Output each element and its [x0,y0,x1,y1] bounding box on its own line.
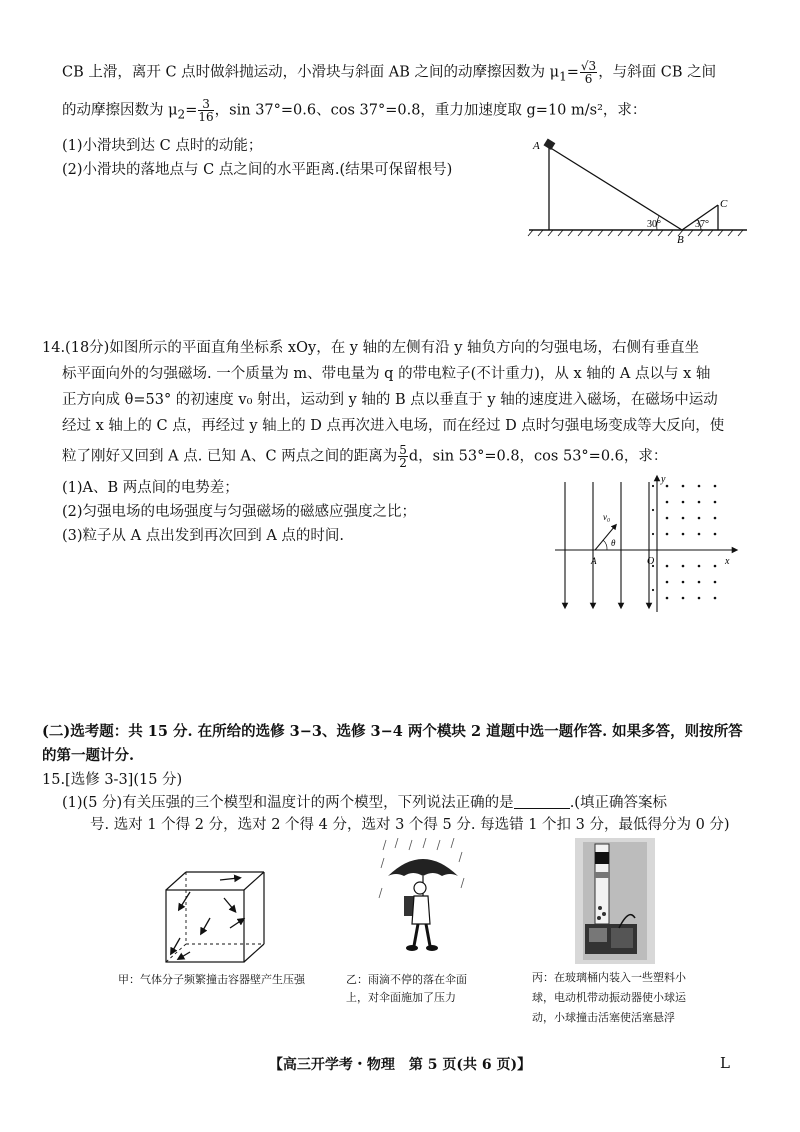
cylinder-figure [575,838,655,964]
caption-bing-3: 动，小球撞击活塞使活塞悬浮 [532,1011,675,1024]
section2-line1: (二)选考题：共 15 分. 在所给的选修 3−3、选修 3−4 两个模块 2 道题中选一题作答. 如果多答，则按所答 [42,723,743,740]
distance-fraction: $\frac{5}{2}$ [399,443,407,470]
label-a: A [533,140,540,152]
q15-title: 15.[选修 3-3](15 分) [42,772,183,788]
q13-sub2: (2)小滑块的落地点与 C 点之间的水平距离.(结果可保留根号) [62,162,453,178]
caption-bing-2: 球，电动机带动振动器使小球运 [532,991,686,1004]
caption-jia: 甲：气体分子频繁撞击容器壁产生压强 [118,973,305,986]
v0-label: v₀ [603,512,611,522]
section2-line2: 的第一题计分. [42,747,135,764]
label-b: B [677,234,684,245]
field-figure [555,470,745,618]
incline-figure [525,135,750,245]
q13-line1: CB 上滑，离开 C 点时做斜抛运动，小滑块与斜面 AB 之间的动摩擦因数为 $\mu_1=$ $\frac{√3}{6}$ ，与斜面 CB 之间 [62,59,717,86]
block-icon [543,138,555,150]
q15-line1: (1)(5 分)有关压强的三个模型和温度计的两个模型，下列说法正确的是 .(填正确答案标 [62,795,667,811]
theta-label: θ [611,538,616,548]
q14-line2: 标平面向外的匀强磁场. 一个质量为 m、带电量为 q 的带电粒子(不计重力)，从 x 轴的 A 点以与 x 轴 [62,366,711,382]
mu1-fraction: $\frac{√3}{6}$ [580,59,597,86]
q13-sub1: (1)小滑块到达 C 点时的动能； [62,138,263,154]
q15-line2: 号. 选对 1 个得 2 分，选对 2 个得 4 分，选对 3 个得 5 分. 每选错 1 个扣 3 分，最低得分为 0 分) [90,817,730,833]
answer-blank[interactable] [514,794,570,809]
angle-30: 30° [647,219,661,230]
angle-37: 37° [695,219,709,230]
caption-yi-1: 乙：雨滴不停的落在伞面 [346,973,467,986]
axis-x-label: x [725,556,730,567]
q14-sub3: (3)粒子从 A 点出发到再次回到 A 点的时间. [62,528,345,544]
caption-yi-2: 上，对伞面施加了压力 [346,991,456,1004]
mu2-fraction: $\frac{3}{16}$ [198,97,214,124]
point-a-label: A [591,556,597,566]
q13-line2: 的动摩擦因数为 $\mu_2=$ $\frac{3}{16}$ ，sin 37°=0.6、cos 37°=0.8，重力加速度取 g=10 m/s²，求： [62,97,647,124]
q14-line3: 正方向成 θ=53° 的初速度 v₀ 射出，运动到 y 轴的 B 点以垂直于 y 轴的速度进入磁场，在磁场中运动 [62,392,718,408]
page-footer: 【高三开学考・物理 第 5 页(共 6 页)】 [268,1057,532,1073]
paper-version-letter: L [720,1054,730,1072]
q14-sub2: (2)匀强电场的电场强度与匀强磁场的磁感应强度之比； [62,504,417,520]
q14-line5: 粒了刚好又回到 A 点. 已知 A、C 两点之间的距离为 $\frac{5}{2}$ d，sin 53°=0.8，cos 53°=0.6，求： [62,443,668,470]
gas-cube-figure [160,868,270,966]
caption-bing-1: 丙：在玻璃桶内装入一些塑料小 [532,971,686,984]
origin-label: O [647,556,655,567]
umbrella-figure [378,838,468,958]
q14-line1: 14.(18分)如图所示的平面直角坐标系 xOy，在 y 轴的左侧有沿 y 轴负方向的匀强电场，右侧有垂直坐 [42,340,700,356]
label-c: C [720,198,728,210]
axis-y-label: y [661,474,666,485]
q14-sub1: (1)A、B 两点间的电势差； [62,480,239,496]
q14-line4: 经过 x 轴上的 C 点，再经过 y 轴上的 D 点再次进入电场，而在经过 D 点时匀强电场变成等大反向，使 [62,418,725,434]
